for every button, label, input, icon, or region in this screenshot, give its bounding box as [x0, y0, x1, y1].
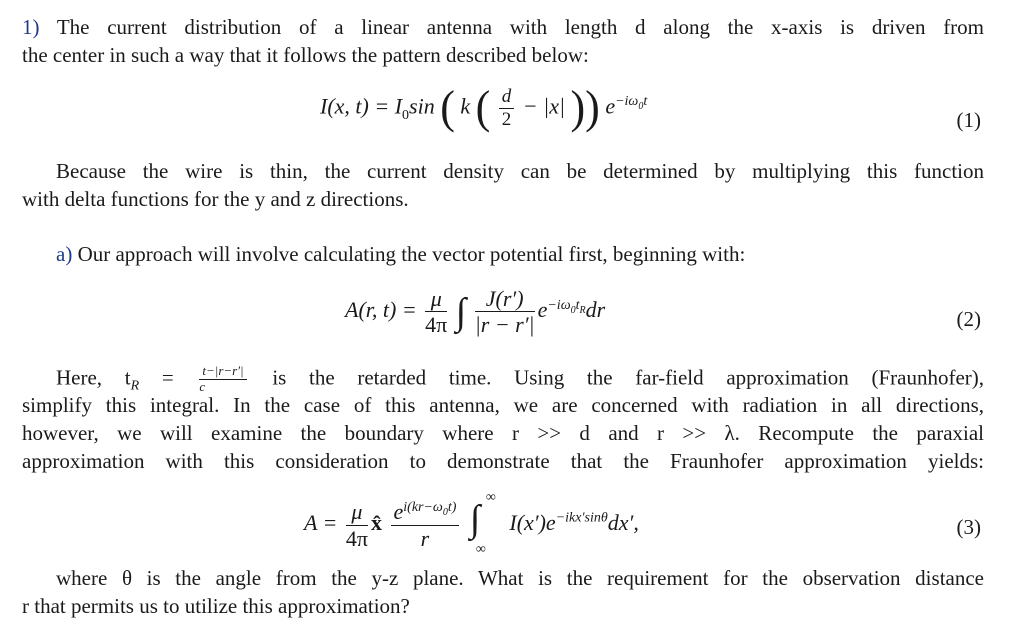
eq3-integral: ∫ ∞ ∞: [469, 490, 496, 557]
eq1-d-over-2: $\frac{d}{2}$: [499, 86, 515, 131]
equation-2-number: (2): [956, 307, 981, 331]
eq3-xhat: x̂: [371, 510, 382, 536]
eq3-exp-over-r: $\frac{e^{i(kr-\omega_0t)}}{r}$: [391, 499, 460, 551]
para3-rest: is the retarded time. Using the far-field approximation (Fraunhofer),: [272, 365, 985, 390]
equation-3: A = $\frac{\mu}{4\pi}$ x̂ $\frac{e^{i(kr-\omega_0t)}}{r}$ ∫ ∞ ∞ $I(x')e^{-ikx'sin\theta}dx'$,: [304, 490, 639, 557]
eq1-k: k: [460, 93, 471, 119]
para3-line-1: Here, $t_R$ = $\frac{t-|r-r'|}{c}$ is the retarded time. Using the far-field approximation (Fraunhofer),: [56, 363, 985, 394]
eq3-dx: dx′,: [607, 510, 639, 536]
para2-line-1: Because the wire is thin, the current density can be determined by multiplying this function: [56, 159, 984, 183]
eq2-exp: e: [537, 296, 548, 322]
problem-number: 1): [22, 15, 40, 39]
problem-line-1: [22, 14, 984, 40]
para3-line-2: simplify this integral. In the case of this antenna, we are concerned with radiation in all directions,: [22, 393, 984, 417]
equation-3-number: (3): [956, 515, 981, 539]
para4-line-2: r that permits us to utilize this approximation?: [22, 594, 410, 618]
para4-line-1: where θ is the angle from the y-z plane. What is the requirement for the observation distance: [56, 566, 984, 590]
eq3-lhs: A =: [304, 510, 338, 536]
eq1-sub0: 0: [402, 107, 410, 123]
equation-2: A(r, t) = $\frac{\mu}{4\pi}$ ∫ $\frac{J(r')}{|r - r'|}$ $e^{-i\omega_0t_R}dr$: [345, 286, 606, 338]
equation-1-number: (1): [956, 108, 981, 132]
eq3-mu-over-4pi: $\frac{\mu}{4\pi}$: [345, 499, 368, 551]
eq2-lhs: A(r, t) =: [345, 296, 417, 322]
problem-text-1: The current distribution of a linear antenna with length d along the x-axis is driven from: [56, 15, 985, 39]
para3-line-3: however, we will examine the boundary where r >> d and r >> λ. Recompute the paraxial: [22, 421, 984, 445]
retarded-time-fraction: $\frac{t-|r-r'|}{c}$: [199, 364, 246, 395]
eq1-exp: e: [605, 93, 616, 119]
problem-line-2: the center in such a way that it follows the pattern described below:: [22, 43, 589, 67]
equation-1: I(x, $t) = I_0\sin$ ( k ( $\frac{d}{2}$ − |x| )) $e^{-i\omega_0t}$: [320, 82, 648, 134]
eq1-sin: sin: [409, 93, 435, 119]
para3-line-4: approximation with this consideration to demonstrate that the Fraunhofer approximation yields:: [22, 449, 984, 473]
eq2-dr: dr: [585, 296, 606, 322]
eq2-J-over-r: $\frac{J(r')}{|r - r'|}$: [474, 286, 535, 338]
eq3-integrand: I(x′)e: [509, 510, 556, 536]
para3-here: Here, t: [56, 365, 131, 390]
part-a: [56, 241, 745, 267]
part-a-label: a): [56, 242, 73, 266]
eq2-mu-over-4pi: $\frac{\mu}{4\pi}$: [425, 286, 448, 338]
part-a-text: Our approach will involve calculating the vector potential first, beginning with:: [77, 242, 746, 266]
eq1-lhs: I(x, t) = I: [320, 93, 403, 119]
para2-line-2: with delta functions for the y and z directions.: [22, 187, 409, 211]
eq1-absx: − |x|: [522, 93, 566, 119]
